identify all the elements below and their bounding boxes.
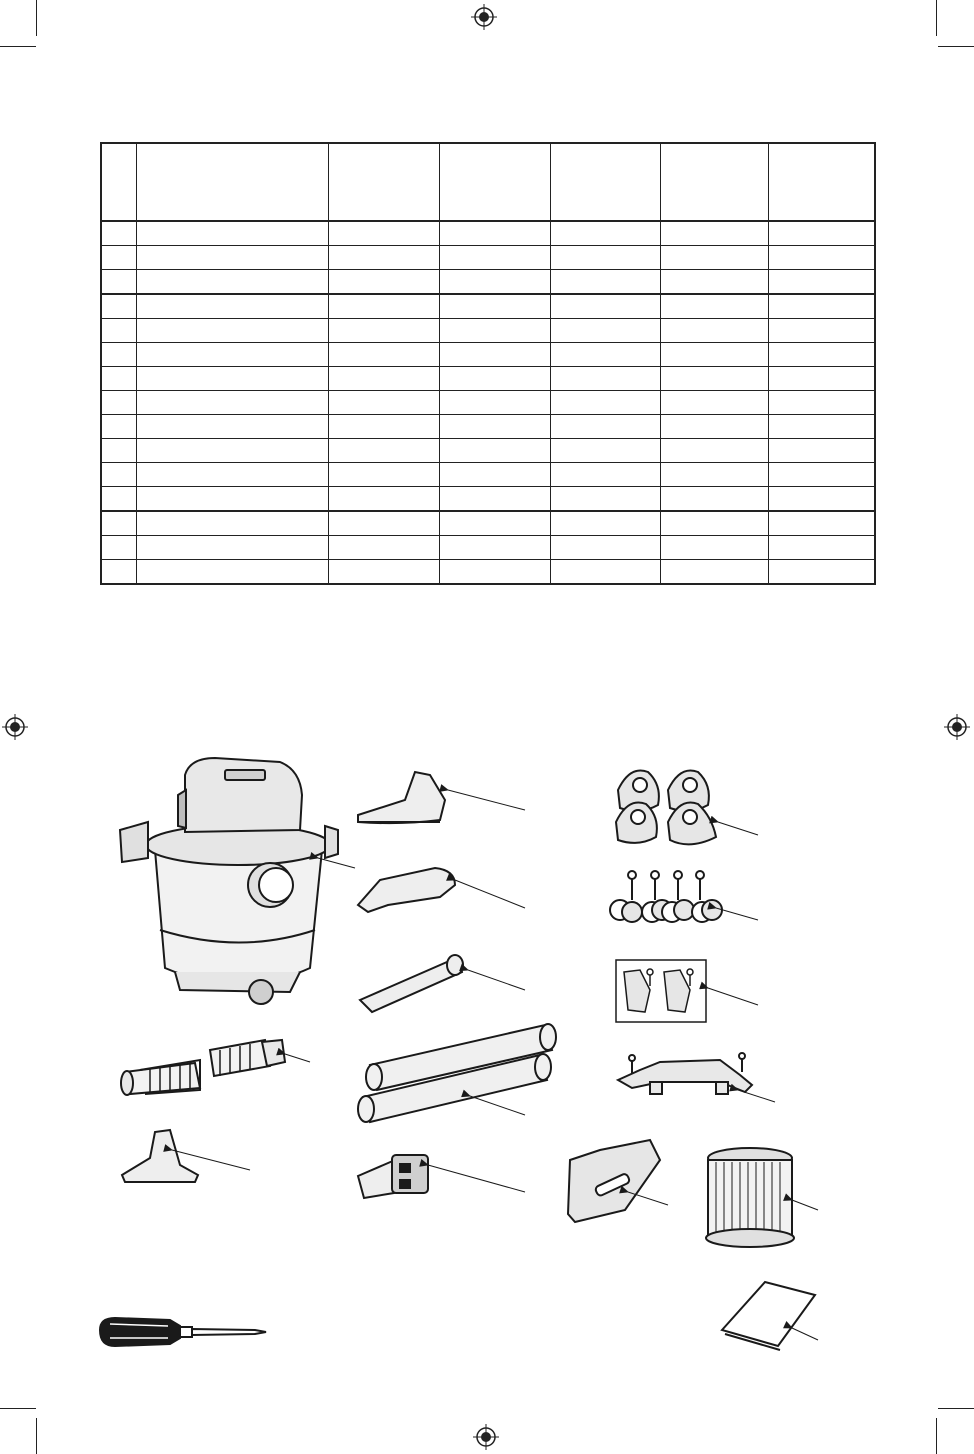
crevice-tool-icon	[360, 955, 463, 1012]
accessory-holder-icon	[568, 1140, 660, 1222]
handle-with-screws-icon	[618, 1053, 752, 1094]
claw-nozzle-icon	[358, 868, 455, 912]
screwdriver-icon	[100, 1318, 266, 1346]
adapter-icon	[358, 1155, 428, 1198]
caster-feet-icon	[616, 770, 716, 844]
extension-wands-icon	[358, 1024, 556, 1122]
cartridge-filter-icon	[706, 1148, 794, 1247]
utility-nozzle-icon	[358, 772, 445, 823]
floor-nozzle-icon	[122, 1130, 198, 1182]
casters-icon	[610, 871, 722, 922]
wet-dry-vacuum-icon	[120, 758, 338, 1004]
hose-icon	[121, 1040, 285, 1095]
hooks-with-screws-icon	[616, 960, 706, 1022]
manual-icon	[722, 1282, 815, 1350]
